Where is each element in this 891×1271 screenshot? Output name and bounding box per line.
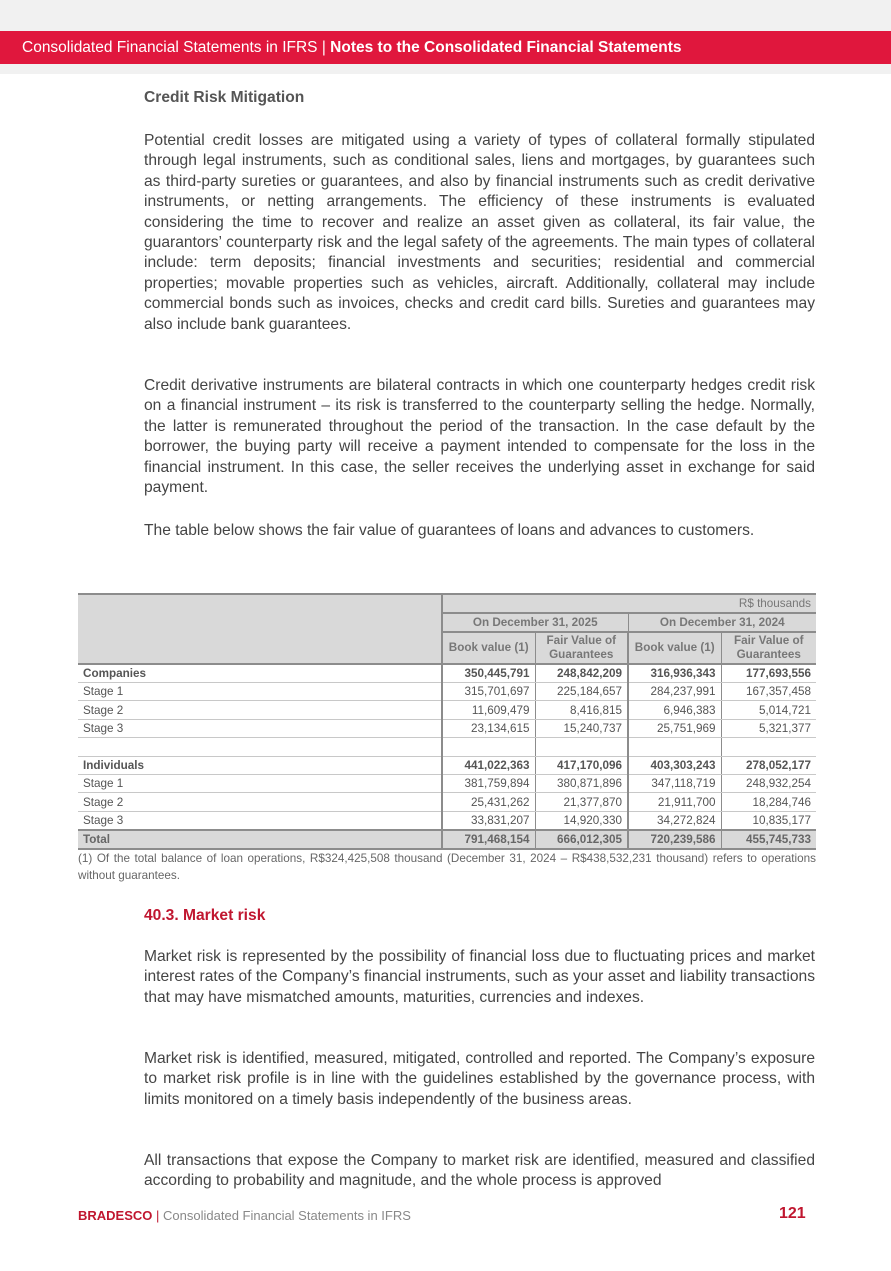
page-footer <box>78 1207 411 1225</box>
cell: 455,745,733 <box>721 830 816 849</box>
table-row <box>78 719 816 737</box>
table-row <box>78 756 816 774</box>
market-paragraph-3: All transactions that expose the Company to market risk are identified, measured and classified according to probability and magnitude, and the whole process is approved <box>144 1152 815 1190</box>
cell: 11,609,479 <box>442 701 535 719</box>
cell: 25,431,262 <box>442 793 535 811</box>
col-fair-value-2024: Fair Value of Guarantees <box>721 632 816 664</box>
row-label: Stage 1 <box>78 774 442 792</box>
table-row <box>78 683 816 701</box>
col-book-value-2025: Book value (1) <box>442 632 535 664</box>
table-row <box>78 664 816 683</box>
cell: 248,842,209 <box>535 664 628 683</box>
cell: 225,184,657 <box>535 683 628 701</box>
cell: 21,377,870 <box>535 793 628 811</box>
cell: 34,272,824 <box>628 811 721 830</box>
col-fair-value-2025: Fair Value of Guarantees <box>535 632 628 664</box>
cell: 441,022,363 <box>442 756 535 774</box>
footer-doc-title: Consolidated Financial Statements in IFRS <box>163 1208 411 1223</box>
footer-brand: BRADESCO <box>78 1208 153 1223</box>
cell: 15,240,737 <box>535 719 628 737</box>
cell: 6,946,383 <box>628 701 721 719</box>
cell: 177,693,556 <box>721 664 816 683</box>
crm-paragraph-2: Credit derivative instruments are bilateral contracts in which one counterparty hedges credit risk on a financial instrument – its risk is transferred to the counterparty selling the hedge. Normally, the latter is remunerated throughout the period of the transaction. In the case default by the borrower, the buying party will receive a payment intended to compensate for the loss in the financial instrument. In this case, the seller receives the underlying asset in exchange for said payment. <box>144 377 815 497</box>
header-doc-title: Consolidated Financial Statements in IFRS <box>22 39 318 56</box>
crm-paragraph-1: Potential credit losses are mitigated using a variety of types of collateral formally stipulated through legal instruments, such as conditional sales, liens and mortgages, by guarantees such as third-party sureties or guarantees, and also by financial instruments such as credit derivative instruments, or netting arrangements. The efficiency of these instruments is evaluated considering the time to recover and realize an asset given as collateral, its fair value, the guarantors’ counterparty risk and the legal safety of the agreements. The main types of collateral include: term deposits; financial investments and securities; residential and commercial properties; movable properties such as vehicles, aircraft. Additionally, collateral may include commercial bonds such as invoices, checks and credit card bills. Sureties and guarantees may also include bank guarantees. <box>144 132 815 333</box>
table-corner <box>78 594 442 664</box>
cell: 18,284,746 <box>721 793 816 811</box>
cell: 403,303,243 <box>628 756 721 774</box>
cell: 8,416,815 <box>535 701 628 719</box>
cell: 347,118,719 <box>628 774 721 792</box>
table-units: R$ thousands <box>442 594 816 613</box>
market-risk-heading: 40.3. Market risk <box>144 907 266 924</box>
cell: 10,835,177 <box>721 811 816 830</box>
row-label: Stage 3 <box>78 719 442 737</box>
cell: 33,831,207 <box>442 811 535 830</box>
row-label: Total <box>78 830 442 849</box>
cell: 666,012,305 <box>535 830 628 849</box>
table-total-row <box>78 830 816 849</box>
cell: 14,920,330 <box>535 811 628 830</box>
table-row <box>78 811 816 830</box>
cell: 5,014,721 <box>721 701 816 719</box>
period-2025-header: On December 31, 2025 <box>442 613 628 632</box>
cell: 278,052,177 <box>721 756 816 774</box>
top-band <box>0 0 891 31</box>
row-label: Stage 1 <box>78 683 442 701</box>
header-section-title: Notes to the Consolidated Financial Statements <box>330 39 682 56</box>
row-label: Companies <box>78 664 442 683</box>
table-row <box>78 774 816 792</box>
page-header <box>0 31 891 64</box>
header-separator: | <box>321 39 326 56</box>
cell: 381,759,894 <box>442 774 535 792</box>
row-label: Stage 2 <box>78 793 442 811</box>
row-label: Stage 3 <box>78 811 442 830</box>
cell: 380,871,896 <box>535 774 628 792</box>
table-footnote: (1) Of the total balance of loan operations, R$324,425,508 thousand (December 31, 2024 – R$438,532,231 thousand) refers to operations without guarantees. <box>78 852 816 882</box>
guarantees-table <box>78 593 816 850</box>
col-book-value-2024: Book value (1) <box>628 632 721 664</box>
cell: 284,237,991 <box>628 683 721 701</box>
cell: 21,911,700 <box>628 793 721 811</box>
cell: 25,751,969 <box>628 719 721 737</box>
market-paragraph-1: Market risk is represented by the possibility of financial loss due to fluctuating prices and market interest rates of the Company’s financial instruments, such as your asset and liability transactions that may have mismatched amounts, maturities, currencies and indexes. <box>144 948 815 1006</box>
row-label: Individuals <box>78 756 442 774</box>
cell: 316,936,343 <box>628 664 721 683</box>
footer-separator: | <box>156 1208 160 1223</box>
page-number: 121 <box>779 1205 806 1222</box>
crm-paragraph-3: The table below shows the fair value of guarantees of loans and advances to customers. <box>144 522 755 539</box>
cell: 791,468,154 <box>442 830 535 849</box>
row-label: Stage 2 <box>78 701 442 719</box>
period-2024-header: On December 31, 2024 <box>628 613 816 632</box>
table-row <box>78 793 816 811</box>
market-paragraph-2: Market risk is identified, measured, mitigated, controlled and reported. The Company’s exposure to market risk profile is in line with the guidelines established by the governance process, with limits monitored on a timely basis independently of the business areas. <box>144 1050 815 1108</box>
sub-band <box>0 64 891 74</box>
cell: 315,701,697 <box>442 683 535 701</box>
table-spacer-row <box>78 738 816 756</box>
table-row <box>78 701 816 719</box>
cell: 417,170,096 <box>535 756 628 774</box>
cell: 350,445,791 <box>442 664 535 683</box>
cell: 248,932,254 <box>721 774 816 792</box>
cell: 23,134,615 <box>442 719 535 737</box>
credit-risk-mitigation-heading: Credit Risk Mitigation <box>144 89 305 106</box>
cell: 720,239,586 <box>628 830 721 849</box>
cell: 167,357,458 <box>721 683 816 701</box>
cell: 5,321,377 <box>721 719 816 737</box>
